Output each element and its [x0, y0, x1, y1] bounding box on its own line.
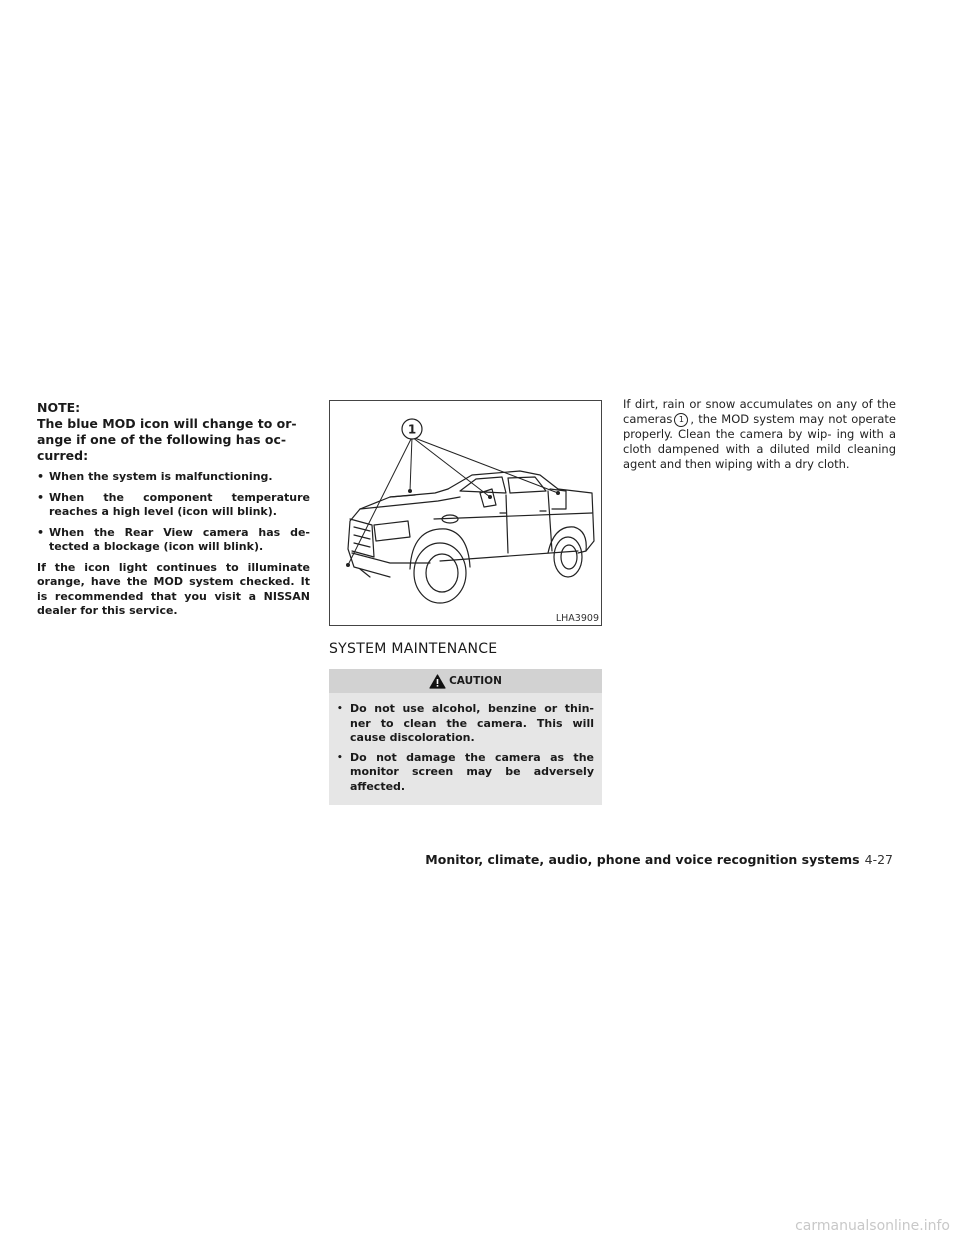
note-item-temperature: • When the component temperature reaches a high level (icon will blink). [37, 491, 310, 520]
caution-item-damage: • Do not damage the camera as the monitor screen may be adversely affected. [337, 751, 594, 795]
maintenance-column [329, 400, 602, 805]
camera-ref-number: 1 [674, 413, 688, 427]
note-list [37, 470, 310, 555]
cleaning-column [623, 397, 896, 472]
truck-illustration [330, 401, 601, 625]
section-title: SYSTEM MAINTENANCE [329, 641, 498, 657]
note-column [37, 400, 310, 619]
cleaning-text-part1: If dirt, rain or snow accumulates on any of the cameras [623, 397, 896, 426]
page-number: 4-27 [864, 852, 893, 867]
footer-title: Monitor, climate, audio, phone and voice recognition systems [425, 852, 860, 867]
figure-code: LHA3909 [555, 613, 599, 624]
note-label: NOTE: [37, 400, 81, 415]
page-footer [425, 852, 893, 867]
warning-triangle-icon [429, 674, 446, 689]
note-heading: The blue MOD icon will change to or- ange if one of the following has oc- curred: [37, 416, 297, 463]
note-item-blockage: • When the Rear View camera has de- tected a blockage (icon will blink). [37, 526, 310, 555]
note-paragraph: If the icon light continues to illuminate orange, have the MOD system checked. It is recommended that you visit a NISSAN dealer for this service. [37, 560, 310, 617]
caution-label: CAUTION [449, 675, 502, 687]
caution-list [329, 693, 602, 805]
caution-header [329, 669, 602, 693]
cleaning-text-part2: , the MOD system may not operate properly. Clean the camera by wip- ing with a cloth dampened with a diluted mild cleaning agent and then wiping with a dry cloth. [623, 412, 896, 471]
caution-item-alcohol: • Do not use alcohol, benzine or thin- ner to clean the camera. This will cause discoloration. [337, 702, 594, 746]
cleaning-paragraph [623, 397, 896, 472]
truck-camera-figure [329, 400, 602, 626]
note-item-malfunction: • When the system is malfunctioning. [37, 470, 310, 485]
watermark: carmanualsonline.info [795, 1218, 950, 1234]
caution-box [329, 669, 602, 805]
camera-callout-number: 1 [407, 422, 417, 437]
